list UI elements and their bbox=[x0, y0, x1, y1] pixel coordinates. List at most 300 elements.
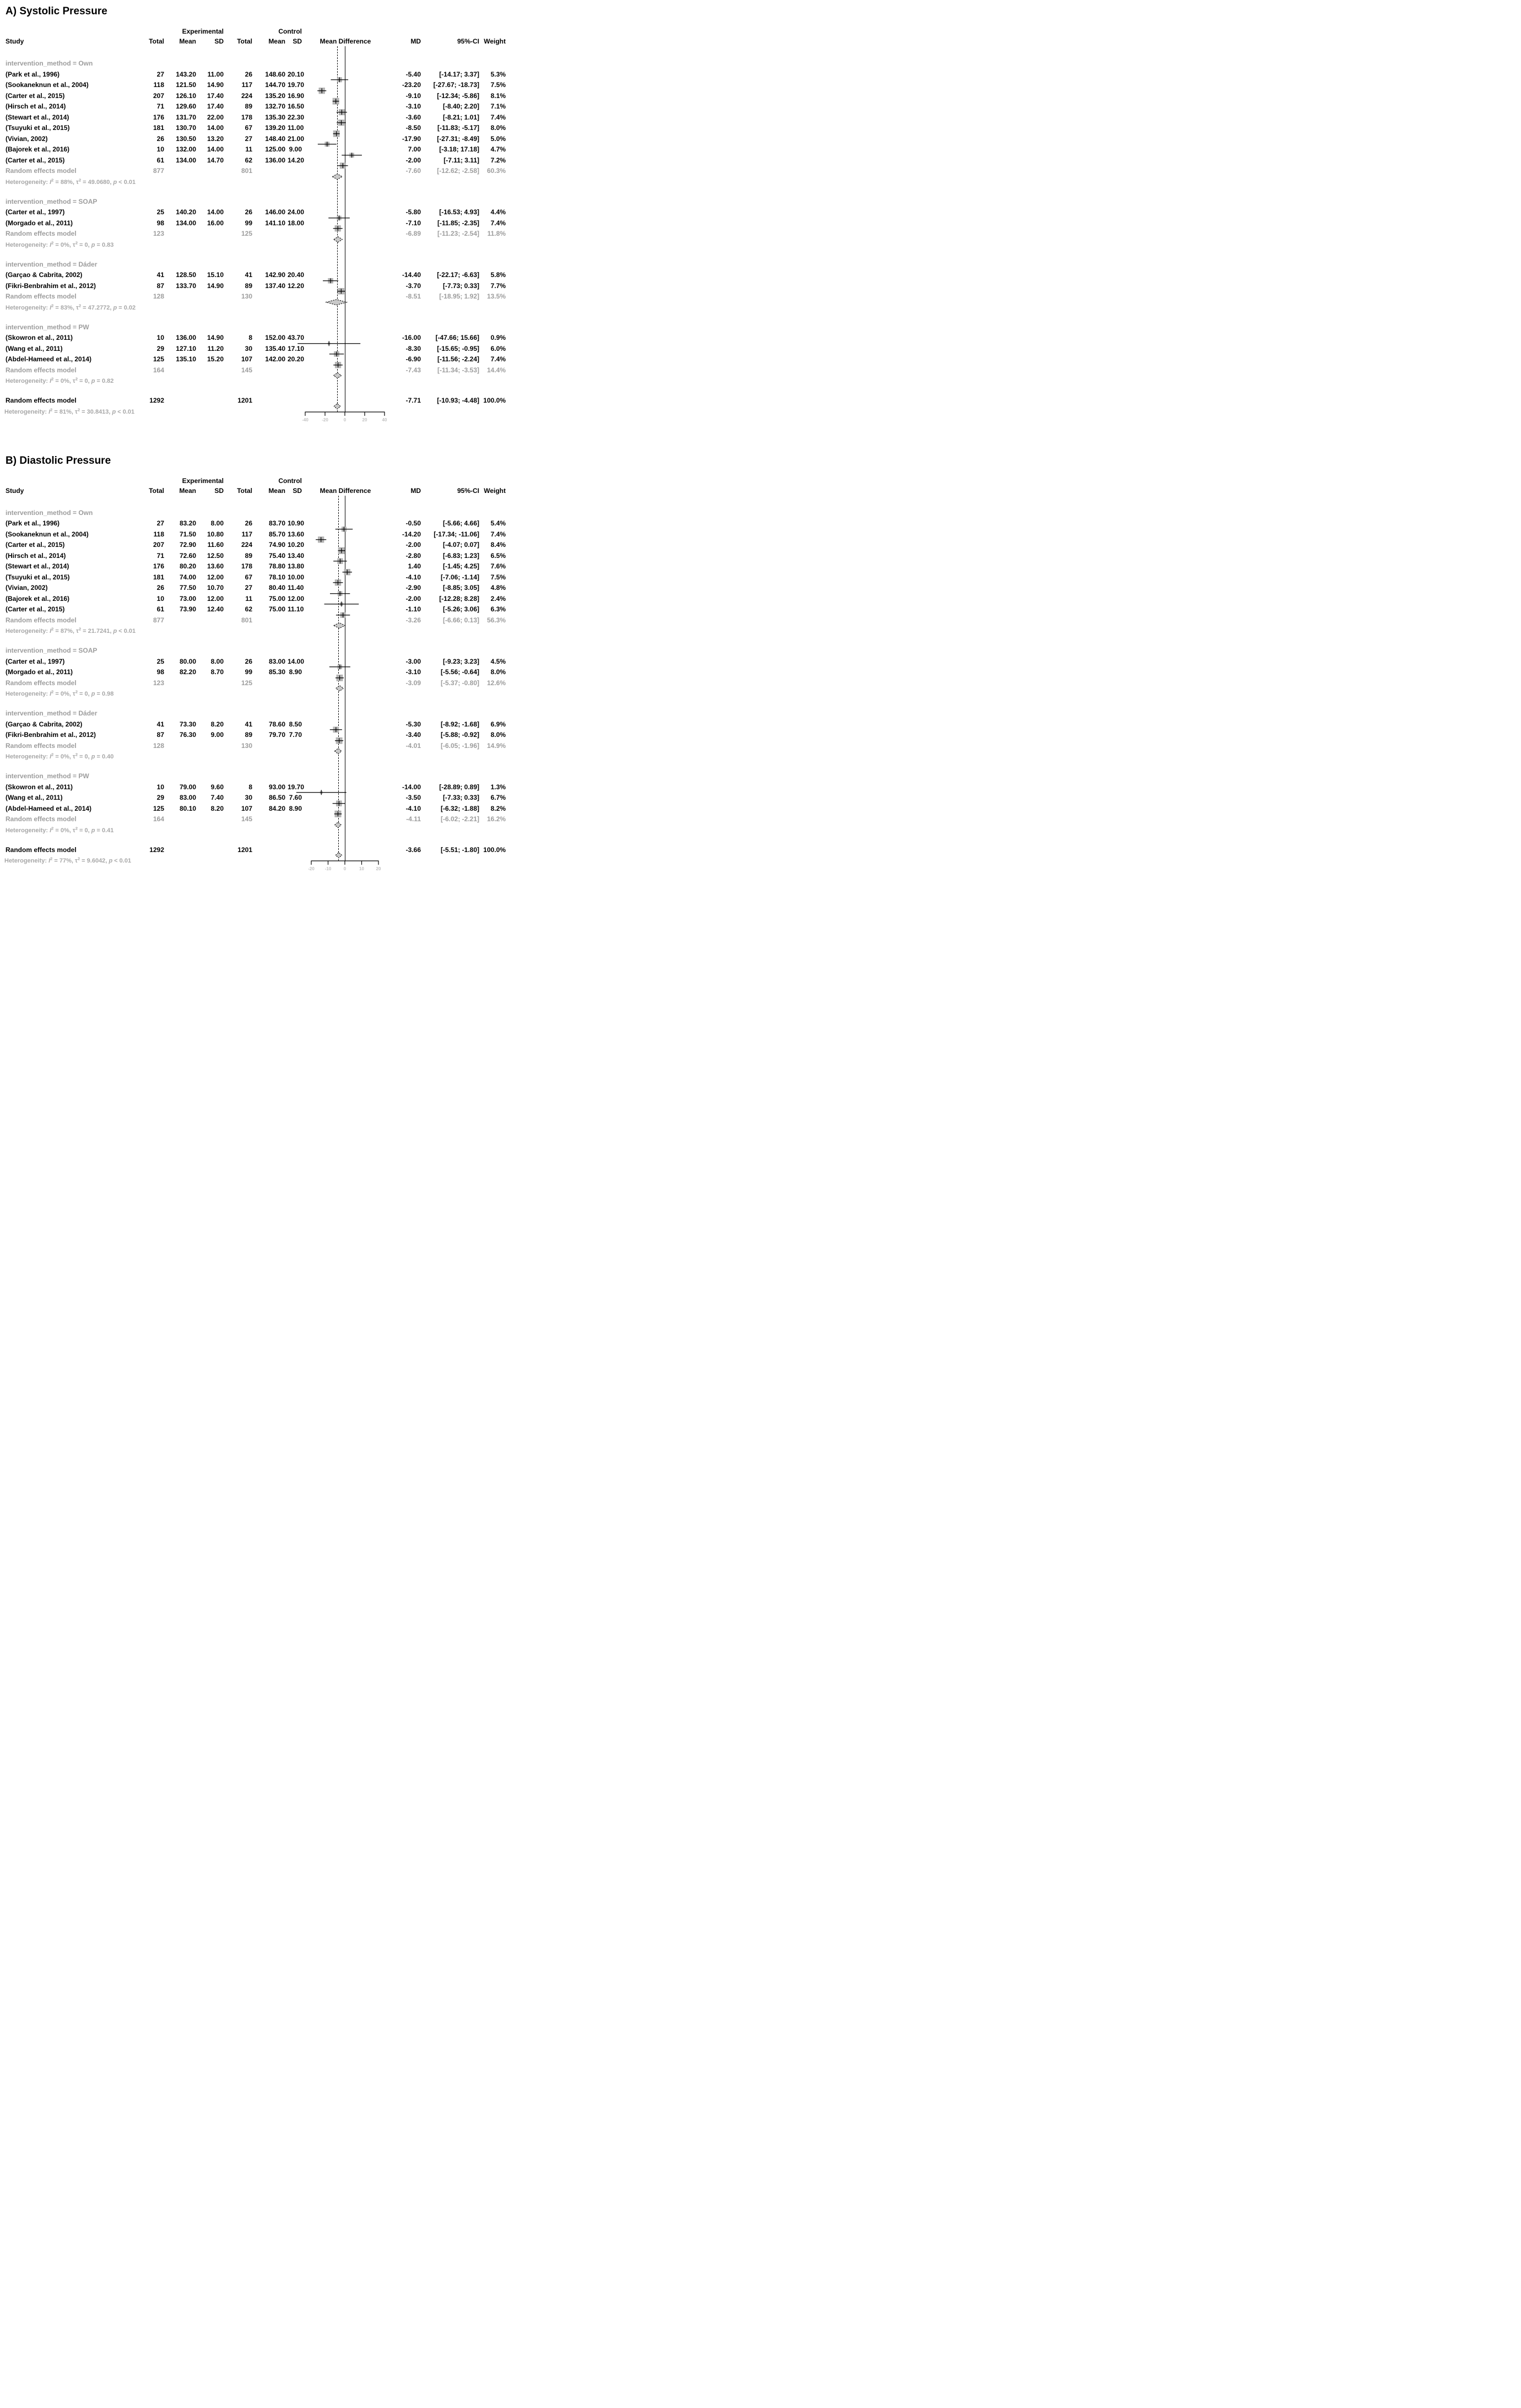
control-mean: 132.70 bbox=[265, 102, 285, 110]
pooled-md-value: -3.66 bbox=[405, 845, 421, 854]
experimental-sd: 8.00 bbox=[210, 519, 224, 527]
p-value: < 0.01 bbox=[118, 628, 136, 634]
control-sd: 20.40 bbox=[288, 271, 305, 279]
i-squared-symbol: I bbox=[50, 827, 52, 834]
ci-value: [-27.31; -8.49] bbox=[437, 134, 479, 143]
control-sd: 20.20 bbox=[288, 355, 305, 363]
axis-tick-label: 10 bbox=[359, 866, 364, 871]
axis-tick-label: 40 bbox=[382, 417, 387, 422]
het-label: Heterogeneity: bbox=[6, 304, 50, 311]
random-effects-label: Random effects model bbox=[6, 397, 77, 404]
md-value: -2.00 bbox=[405, 594, 421, 603]
experimental-total: 98 bbox=[156, 219, 164, 227]
ci-value: [-4.07; 0.07] bbox=[442, 541, 479, 549]
panel-title: B) Diastolic Pressure bbox=[6, 454, 111, 467]
column-header bbox=[4, 486, 555, 496]
overall-spacer bbox=[4, 836, 555, 845]
p-symbol: p bbox=[91, 378, 95, 384]
het-part: , bbox=[88, 753, 91, 760]
control-mean: 137.40 bbox=[265, 281, 285, 290]
experimental-sd: 14.00 bbox=[207, 145, 224, 153]
plot-body bbox=[4, 46, 555, 406]
study-name: (Stewart et al., 2014) bbox=[6, 113, 69, 121]
experimental-mean: 130.50 bbox=[176, 134, 196, 143]
het-part: = bbox=[81, 178, 88, 186]
pooled-weight-value: 100.0% bbox=[483, 845, 506, 854]
het-part: 2 bbox=[50, 406, 53, 412]
experimental-sd: 14.90 bbox=[207, 281, 224, 290]
het-label: Heterogeneity: bbox=[6, 178, 50, 186]
study-row bbox=[4, 218, 555, 229]
control-mean: 152.00 bbox=[265, 334, 285, 341]
het-part: , bbox=[69, 827, 73, 834]
control-total: 26 bbox=[245, 70, 252, 78]
control-header: Control bbox=[278, 476, 302, 485]
e-mean-header: Mean bbox=[179, 37, 196, 45]
control-sd: 9.00 bbox=[289, 145, 302, 153]
random-effects-label: Random effects model bbox=[6, 679, 77, 687]
control-total: 107 bbox=[241, 355, 252, 363]
i-squared-symbol: I bbox=[50, 628, 52, 634]
pooled-experimental-total: 164 bbox=[153, 366, 164, 374]
experimental-total: 10 bbox=[156, 334, 164, 341]
het-part: 2 bbox=[51, 752, 54, 757]
control-sd: 24.00 bbox=[288, 208, 305, 216]
subgroup-pooled-row bbox=[4, 166, 555, 177]
study-name: (Tsuyuki et al., 2015) bbox=[6, 573, 70, 581]
experimental-sd: 17.40 bbox=[207, 102, 224, 110]
study-row bbox=[4, 667, 555, 678]
experimental-mean: 126.10 bbox=[176, 91, 196, 100]
md-value: -5.80 bbox=[405, 208, 421, 216]
control-mean: 148.40 bbox=[265, 134, 285, 143]
experimental-sd: 12.50 bbox=[207, 551, 224, 560]
study-row bbox=[4, 572, 555, 583]
experimental-total: 61 bbox=[156, 156, 164, 164]
study-name: (Skowron et al., 2011) bbox=[6, 334, 73, 341]
experimental-sd: 17.40 bbox=[207, 91, 224, 100]
control-mean: 85.30 bbox=[268, 668, 285, 676]
weight-value: 7.4% bbox=[490, 355, 506, 363]
md-value: -3.50 bbox=[405, 794, 421, 801]
forest-plot-cell bbox=[304, 850, 387, 861]
group-label-row bbox=[4, 508, 555, 519]
experimental-sd: 10.70 bbox=[207, 584, 224, 592]
i-squared-value: 81% bbox=[59, 408, 72, 415]
heterogeneity-text bbox=[4, 688, 304, 699]
experimental-sd: 11.00 bbox=[207, 70, 224, 78]
ci-value: [-8.21; 1.01] bbox=[442, 113, 479, 121]
weight-value: 8.1% bbox=[490, 91, 506, 100]
weight-value: 7.4% bbox=[490, 113, 506, 121]
experimental-mean: 83.00 bbox=[179, 794, 196, 801]
study-col-header: Study bbox=[6, 486, 24, 495]
column-group-header bbox=[4, 26, 555, 36]
experimental-sd: 16.00 bbox=[207, 219, 224, 227]
weight-value: 6.5% bbox=[490, 551, 506, 560]
md-value: -5.30 bbox=[405, 720, 421, 728]
experimental-sd: 15.10 bbox=[207, 271, 224, 279]
weight-value: 7.4% bbox=[490, 219, 506, 227]
study-name: (Abdel-Hameed et al., 2014) bbox=[6, 355, 92, 363]
control-total: 117 bbox=[241, 81, 252, 89]
het-label: Heterogeneity: bbox=[6, 753, 50, 760]
experimental-total: 181 bbox=[153, 124, 164, 132]
ci-value: [-7.06; -1.14] bbox=[440, 573, 479, 581]
ci-value: [-12.34; -5.86] bbox=[437, 91, 479, 100]
p-symbol: p bbox=[91, 691, 95, 697]
e-total-header: Total bbox=[149, 37, 164, 45]
tau-squared-symbol: τ bbox=[72, 691, 75, 697]
i-squared-value: 77% bbox=[59, 858, 72, 864]
md-value: -8.50 bbox=[405, 124, 421, 132]
tau-squared-value: 47.2772 bbox=[88, 304, 110, 311]
experimental-total: 26 bbox=[156, 134, 164, 143]
het-part: , bbox=[88, 378, 91, 384]
md-value: -3.00 bbox=[405, 657, 421, 665]
i-squared-value: 88% bbox=[60, 178, 73, 186]
experimental-mean: 143.20 bbox=[176, 70, 196, 78]
study-row bbox=[4, 155, 555, 166]
pooled-md-value: -3.26 bbox=[405, 616, 421, 624]
experimental-total: 10 bbox=[156, 145, 164, 153]
md-value: -4.10 bbox=[405, 804, 421, 812]
het-part: 2 bbox=[75, 752, 78, 757]
experimental-total: 207 bbox=[153, 91, 164, 100]
control-sd: 21.00 bbox=[288, 134, 305, 143]
study-name: (Carter et al., 2015) bbox=[6, 605, 65, 613]
control-sd: 16.50 bbox=[288, 102, 305, 110]
het-part: 2 bbox=[78, 302, 82, 308]
control-mean: 135.20 bbox=[265, 91, 285, 100]
md-value: 7.00 bbox=[408, 145, 421, 153]
pooled-experimental-total: 128 bbox=[153, 292, 164, 300]
experimental-mean: 73.30 bbox=[179, 720, 196, 728]
study-row bbox=[4, 529, 555, 540]
group-spacer bbox=[4, 762, 555, 771]
experimental-total: 61 bbox=[156, 605, 164, 613]
control-mean: 136.00 bbox=[265, 156, 285, 164]
axis-tick-label: 0 bbox=[343, 417, 347, 422]
p-value: = 0.41 bbox=[96, 827, 114, 834]
overall-spacer bbox=[4, 387, 555, 395]
control-total: 30 bbox=[245, 344, 252, 352]
panel-title: A) Systolic Pressure bbox=[6, 6, 107, 17]
p-value: = 0.83 bbox=[96, 241, 114, 248]
i-squared-value: 83% bbox=[60, 304, 73, 311]
experimental-total: 10 bbox=[156, 594, 164, 603]
p-value: < 0.01 bbox=[118, 178, 136, 186]
md-value: -17.90 bbox=[402, 134, 421, 143]
control-mean: 84.20 bbox=[268, 804, 285, 812]
md-value: -2.00 bbox=[405, 156, 421, 164]
experimental-mean: 74.00 bbox=[179, 573, 196, 581]
group-spacer bbox=[4, 313, 555, 322]
random-effects-label: Random effects model bbox=[6, 366, 77, 374]
experimental-sd: 14.00 bbox=[207, 208, 224, 216]
i-squared-value: 0% bbox=[60, 691, 69, 697]
tau-squared-symbol: τ bbox=[72, 753, 75, 760]
experimental-sd: 15.20 bbox=[207, 355, 224, 363]
control-mean: 78.60 bbox=[268, 720, 285, 728]
axis-tick-label: -20 bbox=[322, 417, 328, 422]
ci-value: [-7.73; 0.33] bbox=[442, 281, 479, 290]
subgroup-pooled-row bbox=[4, 291, 555, 302]
ci-value: [-12.28; 8.28] bbox=[439, 594, 479, 603]
weight-value: 8.2% bbox=[490, 804, 506, 812]
experimental-total: 71 bbox=[156, 102, 164, 110]
md-value: -3.70 bbox=[405, 281, 421, 290]
study-name: (Carter et al., 2015) bbox=[6, 541, 65, 549]
control-total: 41 bbox=[245, 271, 252, 279]
study-row bbox=[4, 80, 555, 91]
pooled-experimental-total: 128 bbox=[153, 741, 164, 750]
control-sd: 13.40 bbox=[288, 551, 305, 560]
group-label: intervention_method = PW bbox=[6, 323, 89, 331]
het-part: , bbox=[110, 628, 113, 634]
md-value: -3.10 bbox=[405, 668, 421, 676]
heterogeneity-row bbox=[4, 302, 555, 313]
study-name: (Sookaneknun et al., 2004) bbox=[6, 530, 89, 538]
experimental-sd: 13.60 bbox=[207, 562, 224, 570]
ci-value: [-5.88; -0.92] bbox=[440, 731, 479, 739]
e-mean-header: Mean bbox=[179, 486, 196, 495]
group-label-row bbox=[4, 322, 555, 333]
het-part: 2 bbox=[51, 825, 54, 831]
experimental-sd: 12.40 bbox=[207, 605, 224, 613]
het-part: = bbox=[81, 628, 88, 634]
pooled-control-total: 130 bbox=[241, 292, 252, 300]
experimental-total: 181 bbox=[153, 573, 164, 581]
study-row bbox=[4, 782, 555, 793]
study-row bbox=[4, 333, 555, 344]
p-symbol: p bbox=[109, 858, 113, 864]
pooled-md-value: -7.43 bbox=[405, 366, 421, 374]
pooled-control-total: 145 bbox=[241, 366, 252, 374]
group-label-row bbox=[4, 58, 555, 69]
md-value: -5.40 bbox=[405, 70, 421, 78]
random-effects-label: Random effects model bbox=[6, 292, 77, 300]
control-mean: 83.70 bbox=[268, 519, 285, 527]
experimental-header: Experimental bbox=[182, 476, 224, 485]
tau-squared-value: 30.8413 bbox=[86, 408, 109, 415]
i-squared-value: 87% bbox=[60, 628, 73, 634]
study-name: (Bajorek et al., 2016) bbox=[6, 145, 70, 153]
ci-value: [-22.17; -6.63] bbox=[437, 271, 479, 279]
control-mean: 83.00 bbox=[268, 657, 285, 665]
ci-value: [-11.83; -5.17] bbox=[437, 124, 479, 132]
experimental-sd: 8.00 bbox=[210, 657, 224, 665]
het-part: 2 bbox=[75, 689, 78, 695]
study-name: (Fikri-Benbrahim et al., 2012) bbox=[6, 281, 96, 290]
md-value: -3.10 bbox=[405, 102, 421, 110]
pooled-md-value: -6.89 bbox=[405, 230, 421, 237]
ci-value: [-5.66; 4.66] bbox=[442, 519, 479, 527]
subgroup-pooled-row bbox=[4, 229, 555, 240]
control-mean: 148.60 bbox=[265, 70, 285, 78]
control-sd: 16.90 bbox=[288, 91, 305, 100]
control-total: 8 bbox=[248, 783, 252, 791]
group-spacer bbox=[4, 188, 555, 197]
study-row bbox=[4, 69, 555, 80]
study-row bbox=[4, 594, 555, 605]
study-name: (Morgado et al., 2011) bbox=[6, 668, 73, 676]
het-part: = bbox=[52, 858, 59, 864]
i-squared-symbol: I bbox=[50, 378, 52, 384]
het-part: 2 bbox=[77, 856, 80, 861]
experimental-total: 26 bbox=[156, 584, 164, 592]
md-value: -8.30 bbox=[405, 344, 421, 352]
i-squared-value: 0% bbox=[60, 827, 69, 834]
het-part: = bbox=[53, 178, 61, 186]
experimental-total: 25 bbox=[156, 657, 164, 665]
het-part: , bbox=[109, 408, 112, 415]
het-part: = bbox=[52, 408, 59, 415]
ci-value: [-11.56; -2.24] bbox=[437, 355, 479, 363]
experimental-mean: 80.10 bbox=[179, 804, 196, 812]
experimental-mean: 73.90 bbox=[179, 605, 196, 613]
axis-tick-label: 0 bbox=[343, 866, 347, 871]
ci-value: [-17.34; -11.06] bbox=[434, 530, 479, 538]
ci-value: [-3.18; 17.18] bbox=[439, 145, 479, 153]
het-part: , bbox=[71, 858, 75, 864]
column-header bbox=[4, 36, 555, 46]
group-spacer bbox=[4, 499, 555, 508]
control-sd: 19.70 bbox=[288, 783, 305, 791]
study-name: (Wang et al., 2011) bbox=[6, 344, 63, 352]
weight-value: 7.5% bbox=[490, 81, 506, 89]
experimental-mean: 136.00 bbox=[176, 334, 196, 341]
group-label-row bbox=[4, 259, 555, 270]
weight-value: 6.3% bbox=[490, 605, 506, 613]
ci-value: [-15.65; -0.95] bbox=[437, 344, 479, 352]
ci-value: [-14.17; 3.37] bbox=[439, 70, 479, 78]
experimental-mean: 80.00 bbox=[179, 657, 196, 665]
pooled-control-total: 145 bbox=[241, 815, 252, 823]
weight-value: 7.7% bbox=[490, 281, 506, 290]
experimental-mean: 134.00 bbox=[176, 219, 196, 227]
het-label: Heterogeneity: bbox=[6, 628, 50, 634]
md-value: -2.80 bbox=[405, 551, 421, 560]
control-header: Control bbox=[278, 28, 302, 35]
control-mean: 146.00 bbox=[265, 208, 285, 216]
experimental-mean: 71.50 bbox=[179, 530, 196, 538]
study-row bbox=[4, 540, 555, 551]
control-total: 178 bbox=[241, 113, 252, 121]
study-name: (Garçao & Cabrita, 2002) bbox=[6, 271, 83, 279]
md-header: MD bbox=[410, 486, 421, 495]
md-value: -0.50 bbox=[405, 519, 421, 527]
weight-value: 8.0% bbox=[490, 124, 506, 132]
group-label-row bbox=[4, 708, 555, 719]
heterogeneity-row bbox=[4, 177, 555, 188]
experimental-total: 27 bbox=[156, 70, 164, 78]
mean-difference-header: Mean Difference bbox=[320, 37, 371, 45]
pooled-experimental-total: 877 bbox=[153, 167, 164, 175]
forest-plot-cell bbox=[304, 401, 387, 412]
het-part: 2 bbox=[75, 825, 78, 831]
het-part: , bbox=[71, 408, 75, 415]
experimental-mean: 135.10 bbox=[176, 355, 196, 363]
heterogeneity-row bbox=[4, 825, 555, 836]
heterogeneity-text bbox=[4, 626, 304, 637]
pooled-md-value: -4.11 bbox=[406, 815, 421, 823]
pooled-weight-value: 11.8% bbox=[487, 230, 506, 237]
i-squared-value: 0% bbox=[60, 241, 69, 248]
control-total: 99 bbox=[245, 668, 252, 676]
ci-value: [-5.26; 3.06] bbox=[442, 605, 479, 613]
control-total: 26 bbox=[245, 519, 252, 527]
control-total: 41 bbox=[245, 720, 252, 728]
md-value: -2.90 bbox=[405, 584, 421, 592]
control-total: 26 bbox=[245, 208, 252, 216]
study-name: (Fikri-Benbrahim et al., 2012) bbox=[6, 731, 96, 739]
overall-heterogeneity-text bbox=[4, 406, 135, 415]
weight-value: 7.5% bbox=[490, 573, 506, 581]
overall-heterogeneity-text bbox=[4, 858, 131, 864]
weight-value: 7.6% bbox=[490, 562, 506, 570]
control-total: 224 bbox=[241, 91, 252, 100]
pooled-md-value: -7.60 bbox=[405, 167, 421, 175]
pooled-md-value: -7.71 bbox=[405, 397, 421, 404]
axis-tick-label: 20 bbox=[362, 417, 367, 422]
pooled-weight-value: 100.0% bbox=[483, 397, 506, 404]
control-sd: 18.00 bbox=[288, 219, 305, 227]
ci-value: [-8.40; 2.20] bbox=[442, 102, 479, 110]
p-symbol: p bbox=[113, 628, 117, 634]
experimental-sd: 13.20 bbox=[207, 134, 224, 143]
experimental-mean: 82.20 bbox=[179, 668, 196, 676]
het-label: Heterogeneity: bbox=[6, 827, 50, 834]
het-part: = bbox=[53, 691, 61, 697]
weight-value: 8.0% bbox=[490, 731, 506, 739]
experimental-mean: 77.50 bbox=[179, 584, 196, 592]
overall-diamond bbox=[334, 404, 340, 409]
heterogeneity-row bbox=[4, 376, 555, 387]
group-label: intervention_method = Dáder bbox=[6, 260, 98, 268]
p-symbol: p bbox=[91, 753, 95, 760]
study-name: (Stewart et al., 2014) bbox=[6, 562, 69, 570]
study-row bbox=[4, 281, 555, 292]
het-part: , bbox=[69, 241, 73, 248]
p-symbol: p bbox=[112, 408, 116, 415]
weight-value: 6.7% bbox=[490, 794, 506, 801]
control-mean: 74.90 bbox=[268, 541, 285, 549]
pooled-ci-value: [-6.05; -1.96] bbox=[440, 741, 479, 750]
het-part: , bbox=[105, 858, 109, 864]
control-mean: 141.10 bbox=[265, 219, 285, 227]
group-spacer bbox=[4, 50, 555, 58]
experimental-sd: 12.00 bbox=[207, 573, 224, 581]
weight-value: 7.1% bbox=[490, 102, 506, 110]
het-part: 2 bbox=[51, 302, 54, 308]
pooled-weight-value: 13.5% bbox=[486, 292, 506, 300]
experimental-sd: 11.60 bbox=[207, 541, 224, 549]
control-total: 89 bbox=[245, 551, 252, 560]
study-row bbox=[4, 344, 555, 355]
p-symbol: p bbox=[113, 178, 117, 186]
tau-squared-value: 0 bbox=[84, 827, 88, 834]
c-sd-header: SD bbox=[293, 486, 302, 495]
experimental-mean: 127.10 bbox=[176, 344, 196, 352]
control-total: 11 bbox=[245, 145, 252, 153]
het-part: , bbox=[88, 241, 91, 248]
control-mean: 78.80 bbox=[268, 562, 285, 570]
experimental-sd: 14.00 bbox=[207, 124, 224, 132]
het-part: , bbox=[72, 628, 77, 634]
md-value: -4.10 bbox=[405, 573, 421, 581]
control-mean: 93.00 bbox=[268, 783, 285, 791]
